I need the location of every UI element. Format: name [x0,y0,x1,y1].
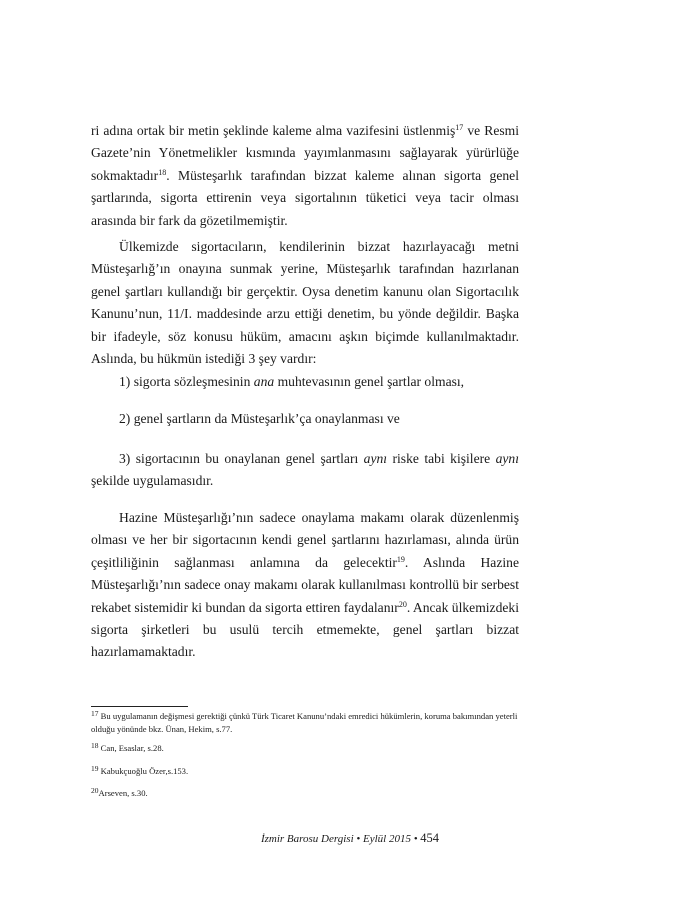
emphasis-text: ana [253,374,275,389]
paragraph-text: Ülkemizde sigortacıların, kendilerinin bizzat hazırlayacağı metni Müsteşarlığ’ın onayına sunmak yerine, Müsteşarlık tarafından hazırlanan genel şartları kullandığı bir gerçektir. Oysa denetim kanunu olan Sigortacılık Kanunu’nun, 11/I. maddesinde arzu ettiği denetim, bu yönde değildir. Başka bir ifadeyle, söz konusu hüküm, amacını aşkın biçimde kullanılmaktadır. Aslında, bu hükmün istediği 3 şey vardır: [91,239,519,367]
list-text: 1) sigorta sözleşmesinin [119,374,254,389]
footnote-text: Arseven, s.30. [98,788,148,798]
list-item-2 [91,408,519,430]
list-text: 3) sigortacının bu onaylanan genel şartları [119,451,364,466]
emphasis-text: aynı [495,451,519,466]
page-number: 454 [420,831,440,845]
list-item-3 [91,448,519,493]
footnote-text: Bu uygulamanın değişmesi gerektiği çünkü Türk Ticaret Kanunu’ndaki emredici hükümlerin, koruma bakımından yeterli olduğu yönünde bkz. Ünan, Hekim, s.77. [91,711,518,734]
paragraph-text: ve Resmi Gazete’nin Yönetmelikler kısmında yayımlanmasını sağlayarak yürürlüğe sokmaktadır [91,123,519,183]
footnote-number: 17 [91,709,99,718]
footnote-separator [91,706,188,707]
list-item-1 [91,371,519,393]
footnote-text: Kabukçuoğlu Özer,s.153. [98,766,189,776]
footnote-number: 20 [91,786,99,795]
list-text: muhtevasının genel şartlar olması, [274,374,465,389]
footnote-number: 19 [91,764,99,773]
body-paragraph-3 [91,507,519,664]
body-paragraph-2 [91,236,519,370]
list-text: 2) genel şartların da Müsteşarlık’ça onaylanması ve [119,411,400,426]
body-paragraph-1 [91,120,519,232]
footnote-text: Can, Esaslar, s.28. [98,743,164,753]
footnote-ref[interactable]: 17 [455,123,464,132]
footnote-18 [91,742,521,755]
page-footer [0,831,700,846]
footnote-19 [91,765,521,778]
paragraph-text: Hazine Müsteşarlığı’nın sadece onaylama makamı olarak düzenlenmiş olması ve her bir sigortacının kendi genel şartlarını hazırlaması, alında ürün çeşitliliğinin sağlanması anlamına da gelecektir [91,510,519,570]
paragraph-text: . Ancak ülkemizdeki sigorta şirketleri bu usulü tercih etmemekte, genel şartları bizzat hazırlamamaktadır. [91,599,519,660]
footnote-ref[interactable]: 18 [158,167,167,177]
footnote-20 [91,787,521,800]
footnote-number: 18 [91,741,99,750]
footnote-ref[interactable]: 20 [398,599,407,609]
list-text: riske tabi kişilere [387,451,496,466]
footnote-ref[interactable]: 19 [396,554,405,564]
emphasis-text: aynı [363,451,388,466]
footnote-17 [91,710,521,735]
paragraph-text: ri adına ortak bir metin şeklinde kaleme alma vazifesini üstlenmiş [91,123,456,138]
paragraph-text: . Müsteşarlık tarafından bizzat kaleme alınan sigorta genel şartlarında, sigorta ettirenin veya sigortalının tüketici veya tacir olması arasında bir fark da gözetilmemiştir. [91,167,519,228]
paragraph-text: . Aslında Hazine Müsteşarlığı’nın sadece onay makamı olarak kullanılması kontrollü bir serbest rekabet sistemidir ki bundan da sigorta ettiren faydalanır [91,554,519,615]
journal-name: İzmir Barosu Dergisi • Eylül 2015 • [260,833,418,845]
list-text: şekilde uygulamasıdır. [91,473,214,489]
